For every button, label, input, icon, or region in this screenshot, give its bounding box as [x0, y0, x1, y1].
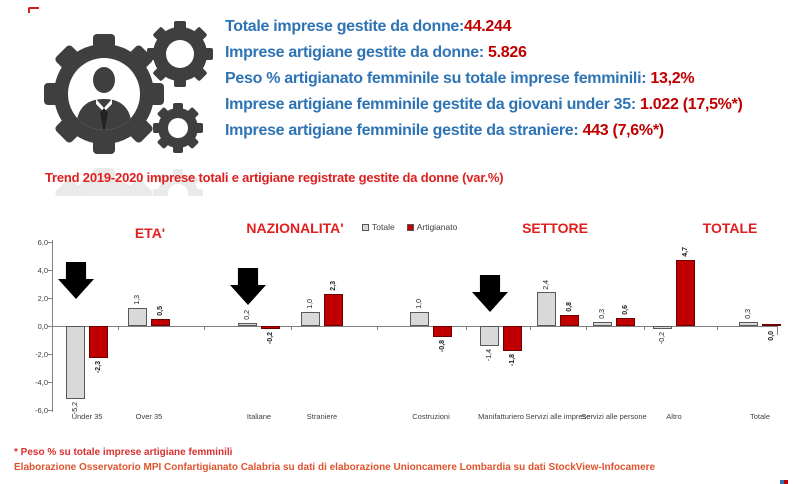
category-label-costruzioni: Costruzioni	[412, 412, 450, 421]
bar-value-label: 0,6	[621, 304, 629, 315]
bar-value-label: 1,0	[306, 299, 314, 309]
bar-artigianato-over-35	[151, 319, 170, 326]
legend-label: Artigianato	[416, 222, 458, 232]
bar-artigianato-manifatturiero	[503, 326, 522, 351]
bar-value-label: 1,0	[415, 299, 423, 309]
bar-totale-servizi-alle-persone	[593, 322, 612, 326]
category-label-straniere: Straniere	[306, 412, 338, 421]
bar-value-label: 0,2	[243, 310, 251, 321]
stat-line-under-35	[225, 92, 791, 118]
legend-item-artigianato	[407, 222, 458, 232]
y-tick-mark	[48, 270, 52, 271]
bar-value-label: -0,2	[658, 331, 666, 344]
chart-title: Trend 2019-2020 imprese totali e artigiane registrate gestite da donne (var.%)	[45, 170, 504, 185]
stat-label: Imprese artigiane gestite da donne:	[225, 44, 489, 61]
section-header-eta: ETA'	[134, 225, 166, 241]
stat-label: Imprese artigiane femminile gestite da giovani under 35:	[225, 96, 641, 113]
y-tick-label: 6,0	[37, 238, 48, 247]
legend-swatch-artigianato	[407, 224, 414, 231]
category-label-italiane: Italiane	[246, 412, 272, 421]
x-tick-mark	[377, 327, 378, 330]
bar-value-label: -2,3	[94, 361, 102, 374]
y-tick-label: 2,0	[37, 294, 48, 303]
bar-value-label: 0,5	[156, 306, 164, 316]
x-tick-mark	[291, 327, 292, 330]
category-label-servizi-alle-persone: Servizi alle persone	[581, 412, 647, 421]
stat-line-straniere	[225, 118, 791, 144]
bar-value-label: 0,0	[767, 331, 775, 341]
bar-artigianato-costruzioni	[433, 326, 452, 337]
y-tick-label: -2,0	[35, 350, 48, 359]
y-tick-label: 0,0	[37, 322, 48, 331]
bar-value-label: 1,3	[133, 295, 141, 305]
x-tick-mark	[118, 327, 119, 330]
x-tick-mark	[586, 327, 587, 330]
stat-line-peso-percentuale	[225, 66, 791, 92]
highlight-down-arrow-italiane	[230, 268, 266, 305]
chart-plot	[35, 238, 778, 421]
y-tick-label: 4,0	[37, 266, 48, 275]
highlight-down-arrow-under-35	[58, 262, 94, 299]
bar-value-label: 2,3	[329, 281, 337, 291]
bar-artigianato-servizi-alle-imprese	[560, 315, 579, 326]
bar-artigianato-under-35	[89, 326, 108, 358]
legend-item-totale	[362, 222, 395, 232]
bar-totale-costruzioni	[410, 312, 429, 326]
bar-totale-manifatturiero	[480, 326, 499, 346]
bar-artigianato-servizi-alle-persone	[616, 318, 635, 326]
bar-artigianato-italiane	[261, 326, 280, 329]
section-header-settore: SETTORE	[522, 220, 588, 236]
x-tick-mark	[204, 327, 205, 330]
category-label-totale: Totale	[749, 412, 770, 421]
legend-swatch-totale	[362, 224, 369, 231]
stat-value: 13,2%	[650, 70, 695, 87]
highlight-down-arrow-manifatturiero	[472, 275, 508, 312]
gears-icon	[12, 6, 222, 196]
axis-end-tick	[777, 326, 778, 335]
bar-totale-over-35	[128, 308, 147, 326]
stats-block	[225, 14, 791, 144]
section-header-totale: TOTALE	[702, 220, 758, 236]
bar-value-label: -5,2	[71, 401, 79, 414]
stat-value: 44.244	[464, 18, 512, 35]
bar-value-label: -0,8	[438, 340, 446, 353]
x-tick-mark	[717, 327, 718, 330]
x-tick-mark	[466, 327, 467, 330]
corner-mark-bottom-right	[780, 472, 790, 478]
footnote-peso: * Peso % su totale imprese artigiane femminili	[14, 447, 233, 458]
x-tick-mark	[644, 327, 645, 330]
stat-label: Peso % artigianato femminile su totale imprese femminili:	[225, 70, 651, 87]
stat-value: 1.022 (17,5%*)	[640, 96, 743, 113]
stat-line-totale-imprese	[225, 14, 791, 40]
footnote-source: Elaborazione Osservatorio MPI Confartigianato Calabria su dati di elaborazione Unioncamere Lombardia su dati StockView-Infocamere	[14, 462, 656, 473]
bar-artigianato-totale	[762, 324, 781, 326]
bar-artigianato-altro	[676, 260, 695, 326]
x-tick-mark	[530, 327, 531, 330]
y-tick-label: -6,0	[35, 406, 48, 415]
bar-totale-totale	[739, 322, 758, 326]
bar-totale-under-35	[66, 326, 85, 399]
bar-value-label: 0,3	[598, 309, 606, 319]
bar-totale-straniere	[301, 312, 320, 326]
stat-label: Totale imprese gestite da donne:	[225, 18, 465, 35]
category-label-under-35: Under 35	[71, 412, 103, 421]
bar-value-label: 0,3	[744, 309, 752, 319]
y-tick-mark	[48, 298, 52, 299]
bar-totale-altro	[653, 326, 672, 329]
bar-value-label: -0,2	[266, 331, 274, 344]
section-header-nazionalita: NAZIONALITA'	[246, 220, 344, 236]
stat-line-imprese-artigiane	[225, 40, 791, 66]
bar-value-label: -1,4	[485, 348, 493, 361]
bar-value-label: 0,8	[565, 302, 573, 312]
bar-value-label: 4,7	[681, 247, 689, 258]
legend-label: Totale	[372, 222, 395, 232]
chart-legend	[362, 222, 457, 232]
gears-businessman-icon	[12, 6, 222, 196]
category-label-altro: Altro	[666, 412, 682, 421]
y-tick-label: -4,0	[35, 378, 48, 387]
bar-totale-italiane	[238, 323, 257, 326]
bar-value-label: 2,4	[542, 279, 550, 290]
y-tick-mark	[48, 242, 52, 243]
y-tick-mark	[48, 410, 52, 411]
bar-totale-servizi-alle-imprese	[537, 292, 556, 326]
stat-value: 5.826	[488, 44, 527, 61]
y-tick-mark	[48, 382, 52, 383]
category-label-manifatturiero: Manifatturiero	[478, 412, 524, 421]
stat-value: 443 (7,6%*)	[582, 122, 664, 139]
category-label-servizi-alle-imprese: Servizi alle imprese	[525, 412, 591, 421]
stat-label: Imprese artigiane femminile gestite da straniere:	[225, 122, 583, 139]
bar-artigianato-straniere	[324, 294, 343, 326]
category-label-over-35: Over 35	[135, 412, 163, 421]
y-tick-mark	[48, 354, 52, 355]
bar-value-label: -1,8	[508, 354, 516, 367]
y-tick-mark	[48, 326, 52, 327]
